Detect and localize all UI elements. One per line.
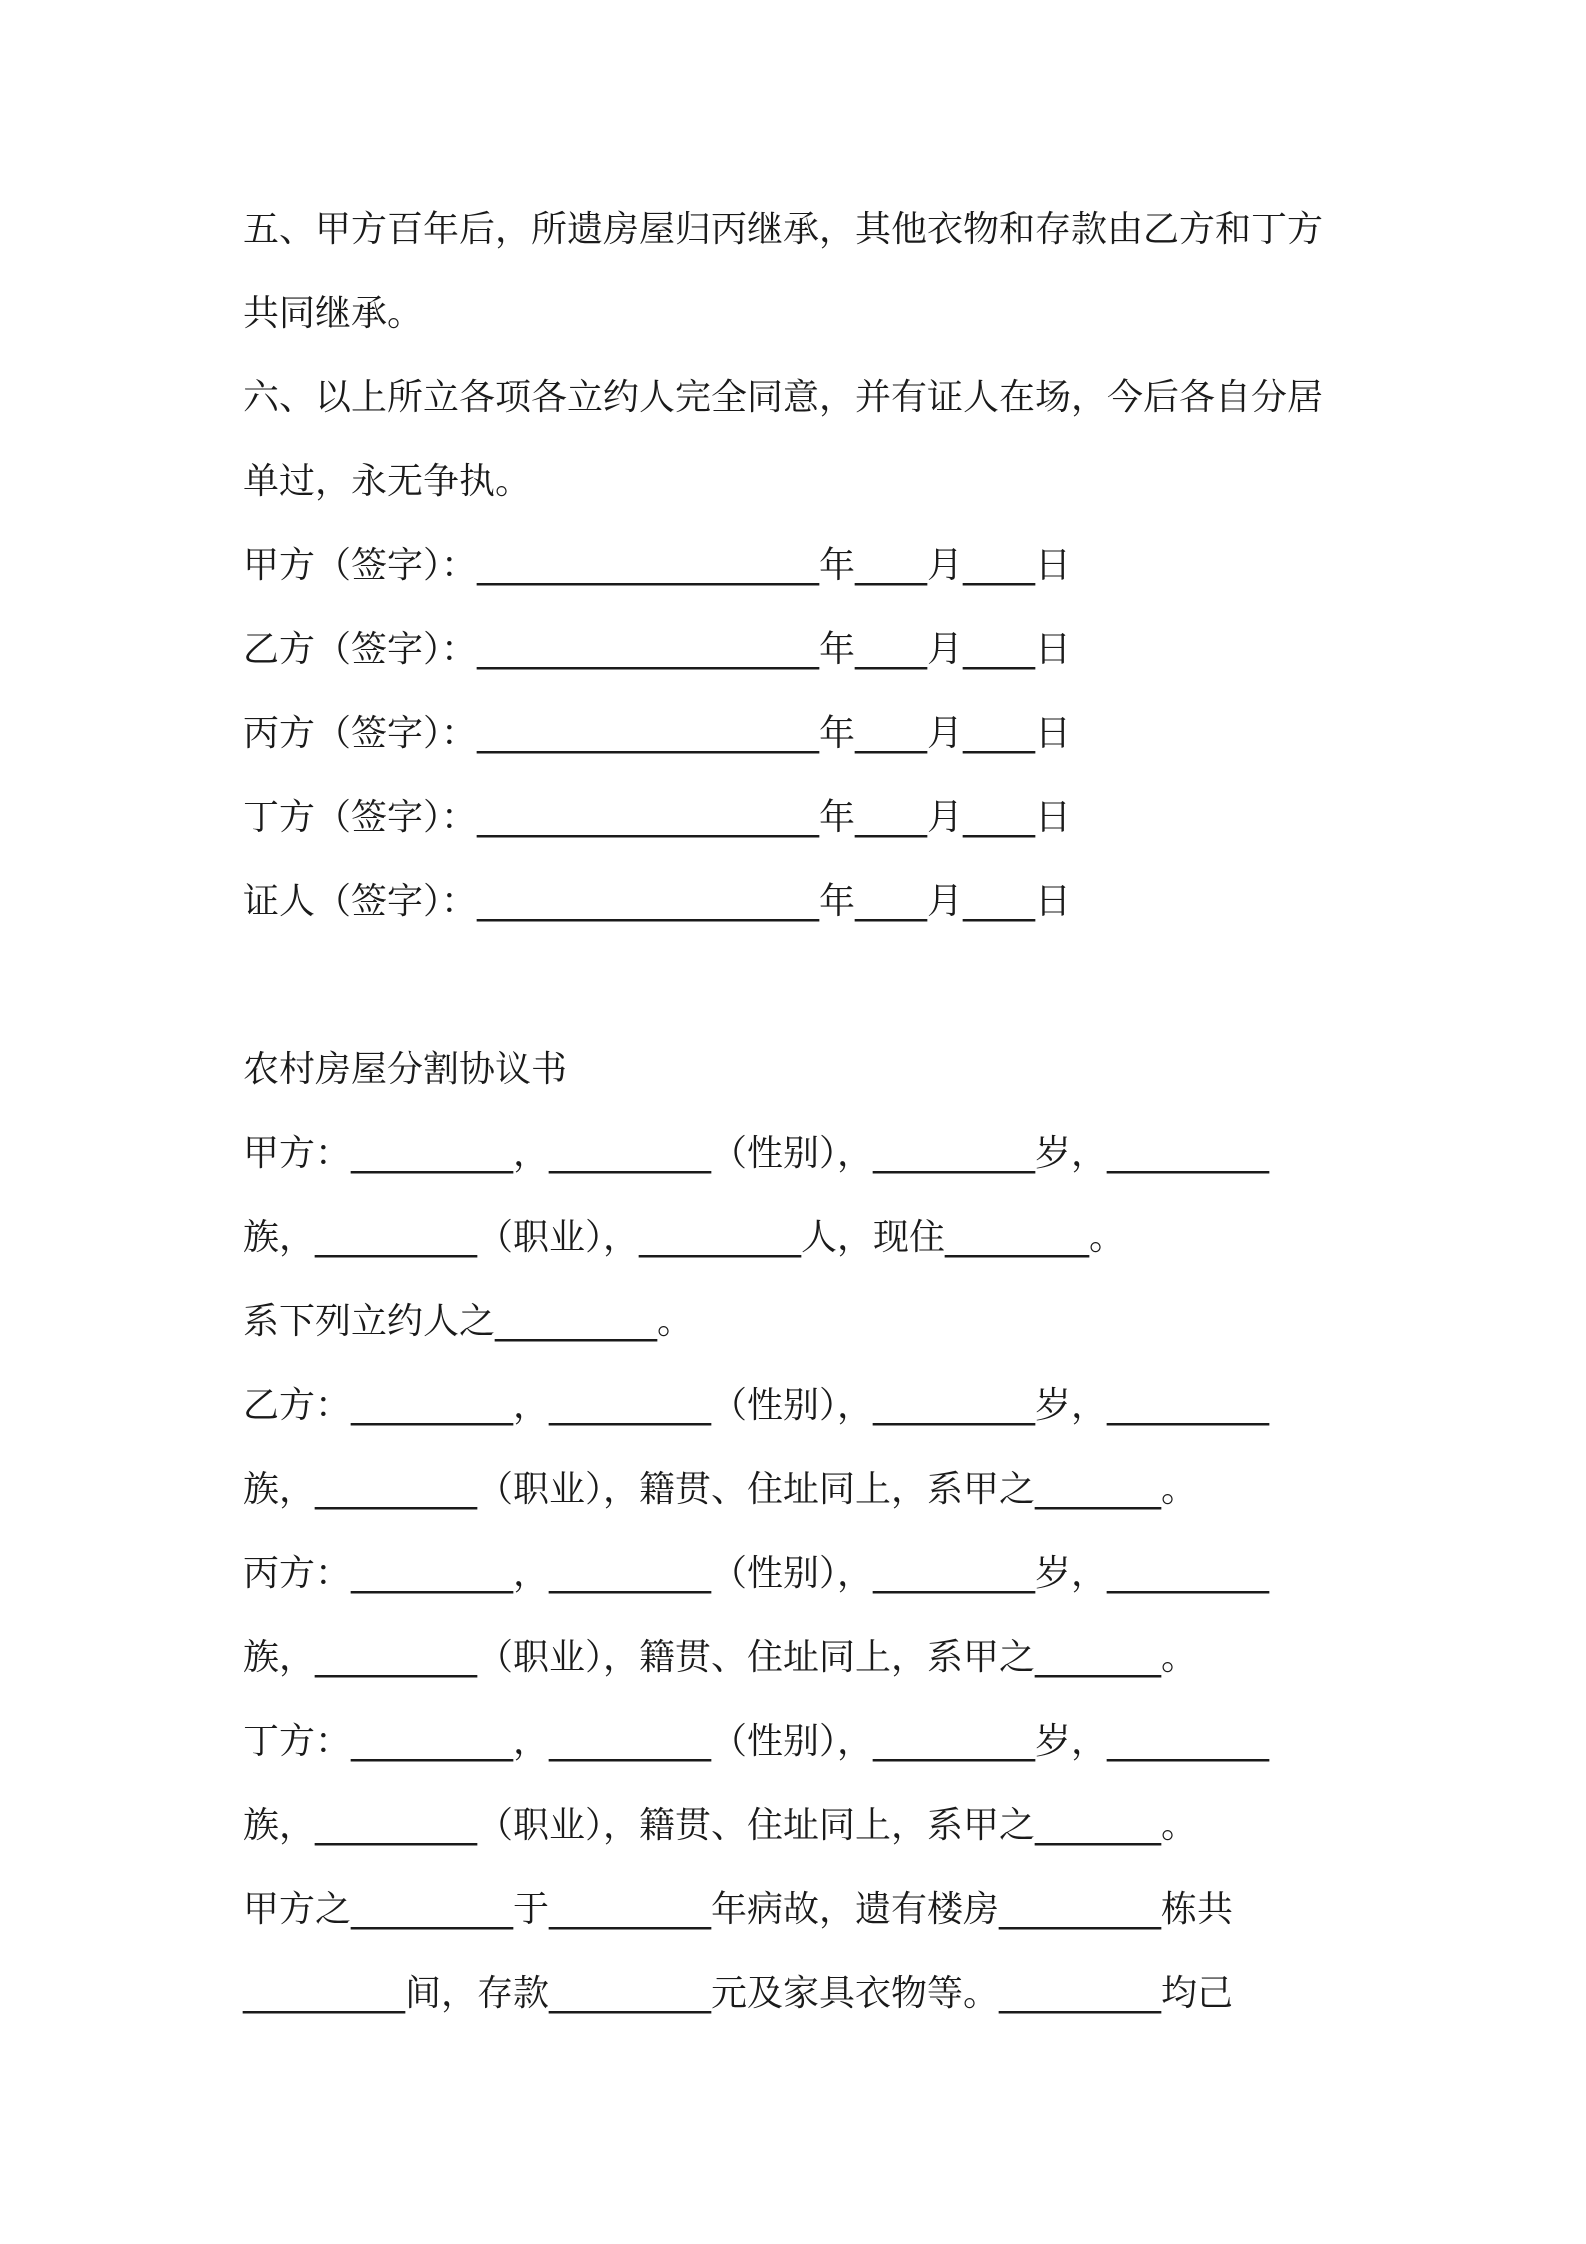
signature-line-party-a: 甲方（签字）：___________________年____月____日 (243, 545, 1072, 586)
clause-6-line-2: 单过，永无争执。 (243, 461, 532, 502)
party-b-line-2: 族，_________（职业），籍贯、住址同上，系甲之_______。 (243, 1469, 1198, 1510)
clause-5-line-1: 五、甲方百年后，所遗房屋归丙继承，其他衣物和存款由乙方和丁方 (243, 209, 1324, 250)
clause-5-line-2: 共同继承。 (243, 293, 424, 334)
party-c-line-1: 丙方：_________，_________（性别），_________岁，_________ (243, 1553, 1270, 1594)
party-d-line-2: 族，_________（职业），籍贯、住址同上，系甲之_______。 (243, 1805, 1198, 1846)
party-c-line-2: 族，_________（职业），籍贯、住址同上，系甲之_______。 (243, 1637, 1198, 1678)
party-a-line-1: 甲方：_________，_________（性别），_________岁，_________ (243, 1133, 1270, 1174)
party-d-line-1: 丁方：_________，_________（性别），_________岁，_________ (243, 1721, 1270, 1762)
party-b-line-1: 乙方：_________，_________（性别），_________岁，_________ (243, 1385, 1270, 1426)
party-a-line-2: 族，_________（职业），_________人，现住________。 (243, 1217, 1126, 1258)
signature-line-party-d: 丁方（签字）：___________________年____月____日 (243, 797, 1072, 838)
estate-line-1: 甲方之_________于_________年病故，遗有楼房_________栋共 (243, 1889, 1234, 1930)
signature-line-party-b: 乙方（签字）：___________________年____月____日 (243, 629, 1072, 670)
agreement-title: 农村房屋分割协议书 (243, 1049, 568, 1090)
signature-line-witness: 证人（签字）：___________________年____月____日 (243, 881, 1072, 922)
party-a-line-3: 系下列立约人之_________。 (243, 1301, 694, 1342)
clause-6-line-1: 六、以上所立各项各立约人完全同意，并有证人在场，今后各自分居 (243, 377, 1324, 418)
estate-line-2: _________间，存款_________元及家具衣物等。_________均己 (243, 1973, 1234, 2014)
signature-line-party-c: 丙方（签字）：___________________年____月____日 (243, 713, 1072, 754)
